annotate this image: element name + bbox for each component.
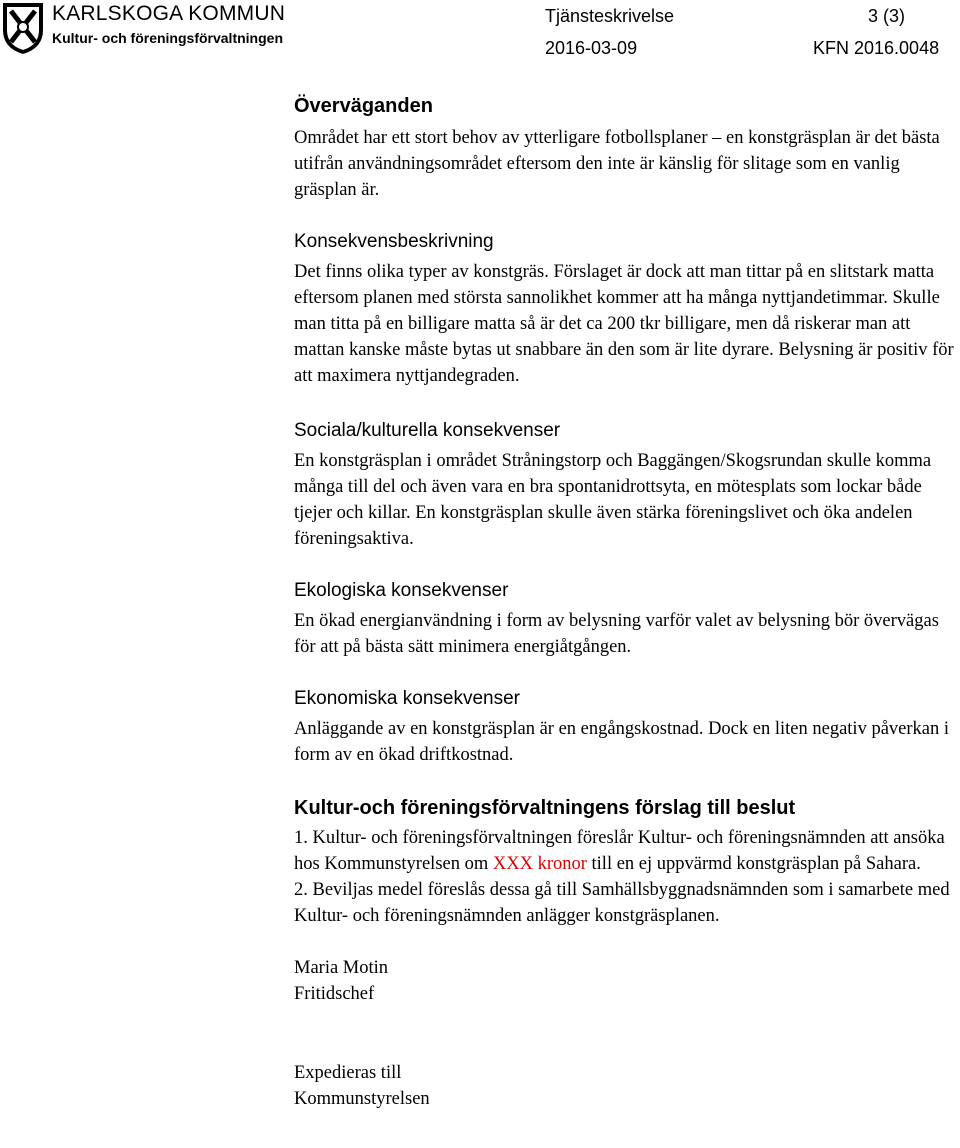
decision-item-1-end: till en ej uppvärmd konstgräsplan på Sahara. bbox=[586, 854, 921, 874]
department-name: Kultur- och föreningsförvaltningen bbox=[52, 30, 283, 46]
heading-konsekvensbeskrivning: Konsekvensbeskrivning bbox=[294, 231, 494, 252]
text-overvaganden: Området har ett stort behov av ytterligare fotbollsplaner – en konstgräsplan är det bästa utifrån användningsområdet eftersom den inte är känslig för slitage som en vanlig gräsplan är. bbox=[294, 128, 940, 200]
heading-overvaganden: Överväganden bbox=[294, 95, 433, 117]
text-ekologiska: En ökad energianvändning i form av belysning varför valet av belysning bör övervägas för att på bästa sätt minimera energiåtgången. bbox=[294, 611, 939, 657]
decision-item-1 bbox=[294, 825, 954, 877]
org-name: KARLSKOGA KOMMUN bbox=[52, 2, 286, 25]
document-type: Tjänsteskrivelse bbox=[545, 6, 675, 26]
document-body bbox=[294, 93, 954, 1112]
letterhead bbox=[0, 0, 286, 56]
page-number: 3 (3) bbox=[868, 6, 906, 26]
document-reference: KFN 2016.0048 bbox=[813, 38, 940, 58]
amount-highlight: XXX kronor bbox=[492, 854, 587, 874]
heading-sociala: Sociala/kulturella konsekvenser bbox=[294, 420, 561, 441]
heading-ekologiska: Ekologiska konsekvenser bbox=[294, 580, 509, 601]
signature-name: Maria Motin bbox=[294, 958, 389, 978]
heading-forslag: Kultur-och föreningsförvaltningens förslag till beslut bbox=[294, 797, 796, 819]
decision-item-1-start: 1. Kultur- och föreningsförvaltningen föreslår Kultur- och föreningsnämnden att ansöka hos Kommunstyrelsen om bbox=[294, 828, 945, 874]
document-date: 2016-03-09 bbox=[545, 38, 638, 58]
text-ekonomiska: Anläggande av en konstgräsplan är en engångskostnad. Dock en liten negativ påverkan i form av en ökad driftkostnad. bbox=[294, 719, 949, 765]
coat-of-arms-icon bbox=[0, 0, 46, 56]
signature-title: Fritidschef bbox=[294, 984, 375, 1004]
distribution-label: Expedieras till bbox=[294, 1063, 402, 1083]
distribution-recipient: Kommunstyrelsen bbox=[294, 1089, 430, 1109]
decision-item-2: 2. Beviljas medel föreslås dessa gå till Samhällsbyggnadsnämnden som i samarbete med Kultur- och föreningsnämnden anlägger konstgräsplanen. bbox=[294, 880, 950, 926]
text-konsekvensbeskrivning: Det finns olika typer av konstgräs. Förslaget är dock att man tittar på en slitstark matta eftersom planen med största sannolikhet kommer att ha många nyttjandetimmar. Skulle man titta på en billigare matta så är det ca 200 tkr billigare, men då riskerar man att mattan kanske måste bytas ut snabbare än den som är lite dyrare. Belysning är positiv för att maximera nyttjandegraden. bbox=[294, 262, 954, 386]
heading-ekonomiska: Ekonomiska konsekvenser bbox=[294, 688, 520, 709]
text-sociala: En konstgräsplan i området Stråningstorp och Baggängen/Skogsrundan skulle komma många till del och även vara en bra spontanidrottsyta, en mötesplats som lockar både tjejer och killar. En konstgräsplan skulle även stärka föreningslivet och öka andelen föreningsaktiva. bbox=[294, 451, 932, 549]
